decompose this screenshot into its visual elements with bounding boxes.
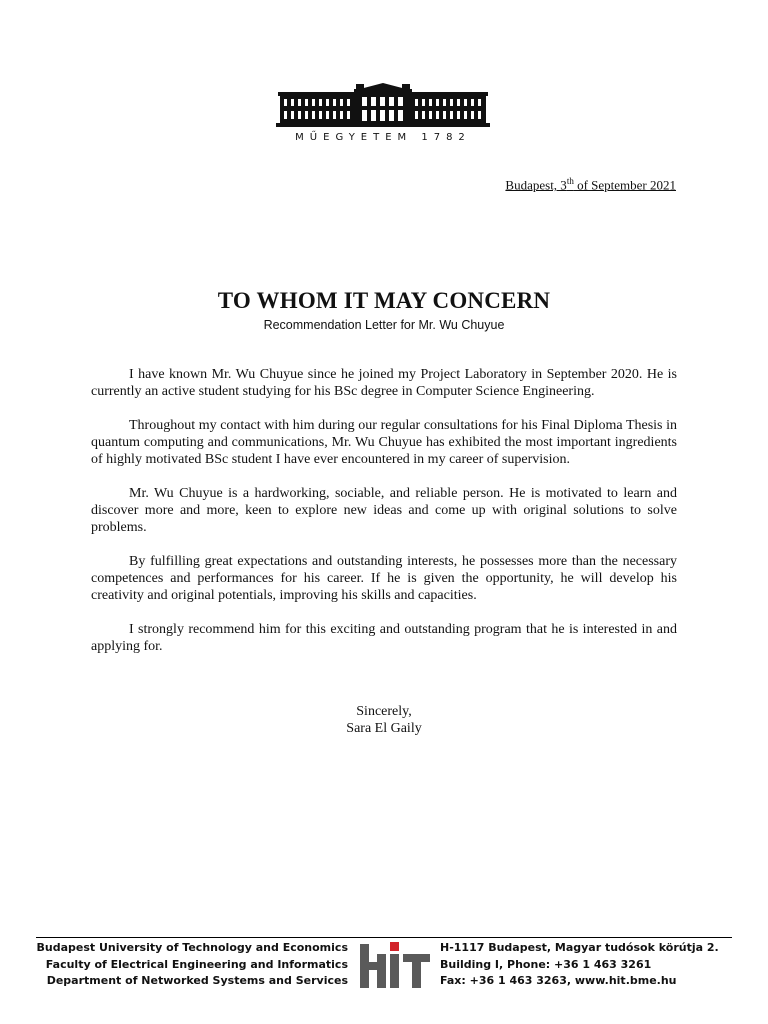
letter-date: [505, 176, 676, 193]
building-icon: [276, 83, 490, 129]
date-prefix: Budapest, 3: [505, 177, 567, 193]
footer-divider: [36, 937, 732, 938]
paragraph: I have known Mr. Wu Chuyue since he joined my Project Laboratory in September 2020. He is currently an active student studying for his BSc degree in Computer Science Engineering.: [91, 367, 677, 399]
paragraph: I strongly recommend him for this exciting and outstanding program that he is interested in and applying for.: [91, 622, 677, 654]
signoff: [0, 703, 768, 737]
letter-title: TO WHOM IT MAY CONCERN: [217, 288, 551, 313]
hit-logo: [358, 940, 432, 988]
logo-text: MŰEGYETEM 1782: [295, 132, 471, 143]
footer-institution: [30, 940, 348, 990]
signer-name: Sara El Gaily: [346, 721, 422, 736]
footer-line: Building I, Phone: +36 1 463 3261: [440, 957, 652, 971]
closing: Sincerely,: [356, 704, 412, 719]
hit-logo-icon: [358, 940, 432, 988]
footer-line: H-1117 Budapest, Magyar tudósok körútja 2.: [440, 941, 719, 954]
letter-subtitle: Recommendation Letter for Mr. Wu Chuyue: [263, 318, 505, 332]
paragraph: By fulfilling great expectations and outstanding interests, he possesses more than the necessary competences and performances for his career. If he is given the opportunity, he will develop his creativity and original potentials, improving his skills and capacities.: [91, 554, 677, 603]
paragraph: Mr. Wu Chuyue is a hardworking, sociable, and reliable person. He is motivated to learn and discover more and more, keen to explore new ideas and come up with original solutions to solve problems.: [91, 486, 677, 535]
footer-line: Budapest University of Technology and Economics: [36, 941, 348, 954]
footer-line: Fax: +36 1 463 3263, www.hit.bme.hu: [440, 974, 677, 987]
footer-line: Faculty of Electrical Engineering and Informatics: [45, 957, 348, 971]
paragraph: Throughout my contact with him during our regular consultations for his Final Diploma Thesis in quantum computing and communications, Mr. Wu Chuyue has exhibited the most important ingredients of highly motivated BSc student I have ever encountered in my career of supervision.: [91, 418, 677, 467]
footer-contact: [440, 940, 750, 990]
footer-line: Department of Networked Systems and Services: [46, 974, 348, 987]
date-suffix: of September 2021: [573, 177, 676, 193]
letter-body: [91, 366, 677, 672]
date-superscript: th: [566, 176, 574, 186]
